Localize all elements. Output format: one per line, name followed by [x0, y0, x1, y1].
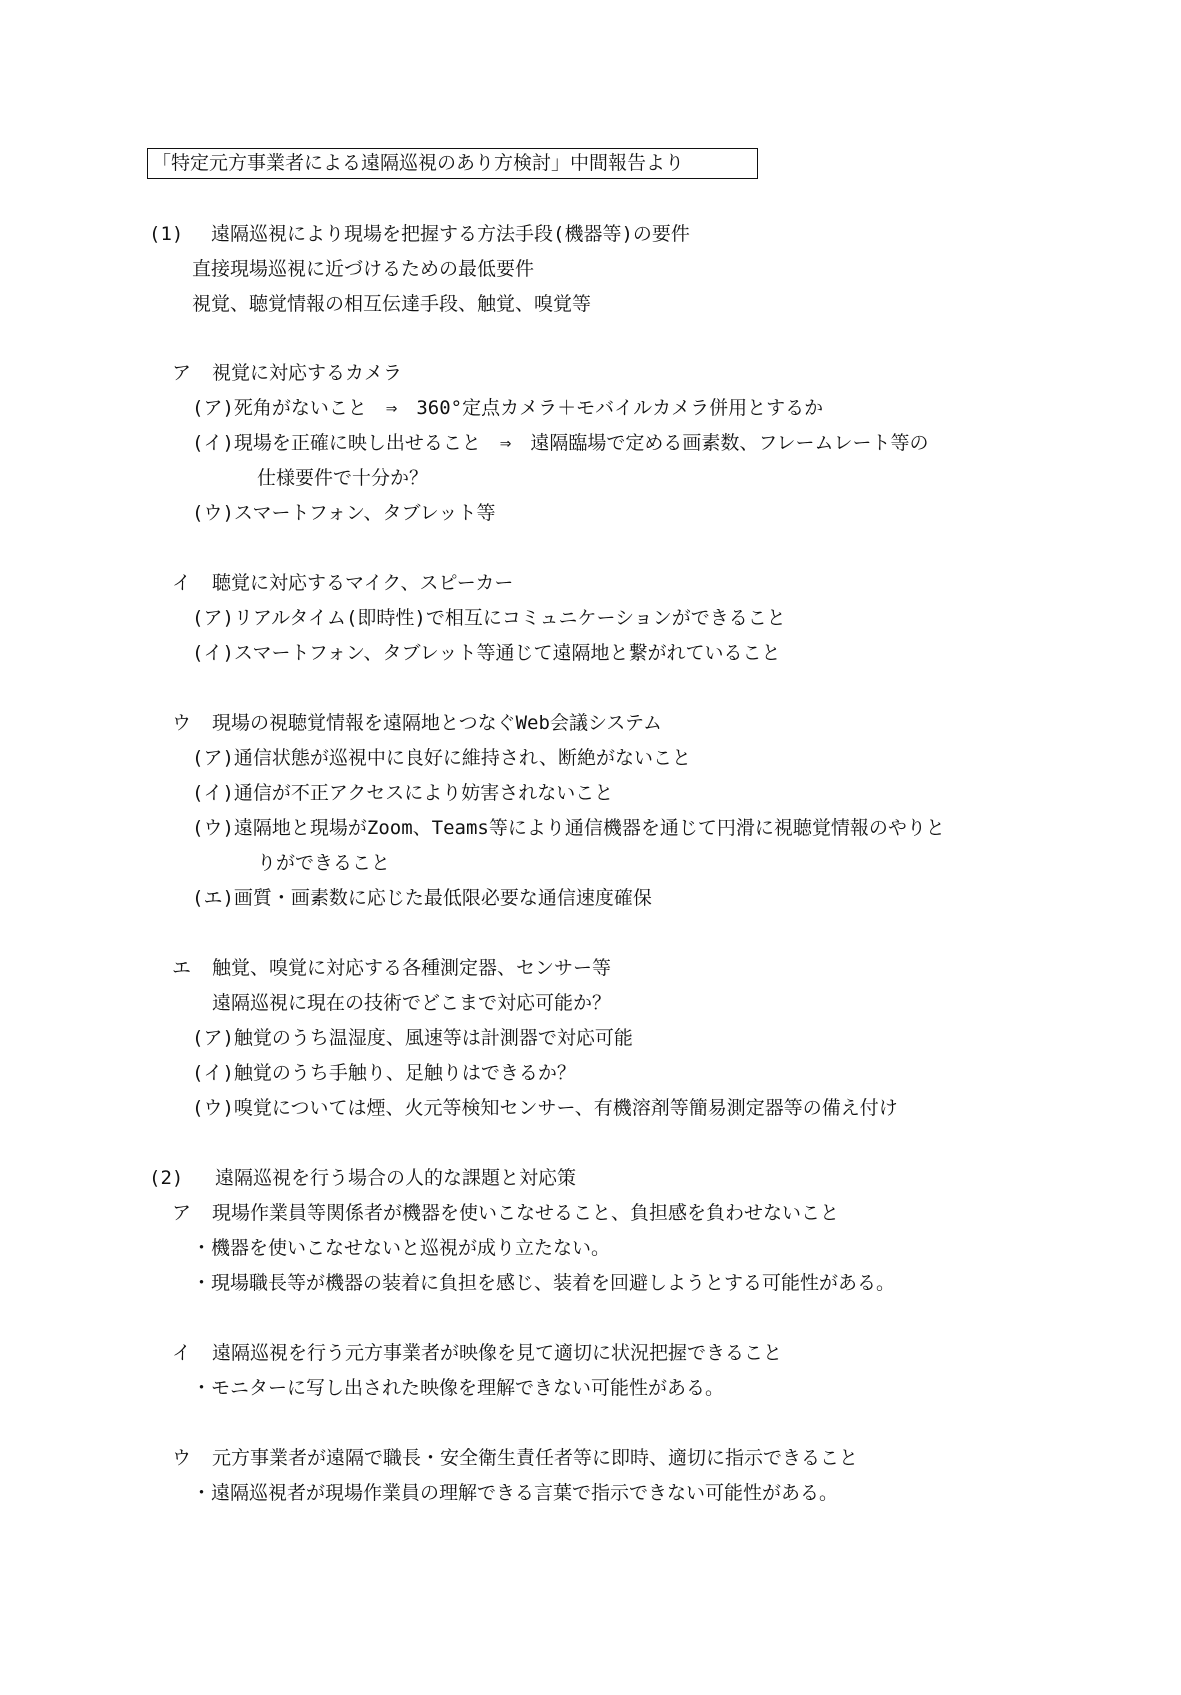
list-item: (ア)通信状態が巡視中に良好に維持され、断絶がないこと: [192, 747, 692, 769]
list-item: (イ)スマートフォン、タブレット等通じて遠隔地と繋がれていること: [192, 642, 781, 664]
subsection-heading: 現場の視聴覚情報を遠隔地とつなぐWeb会議システム: [212, 712, 663, 734]
subsection-heading-line: [172, 1201, 839, 1225]
subsection-mark: ウ: [172, 1447, 192, 1469]
subsection-heading-line: [172, 571, 513, 595]
subsection-heading: 視覚に対応するカメラ: [212, 362, 403, 384]
subsection-mark: ウ: [172, 712, 192, 734]
subsection-heading-line: [172, 711, 662, 735]
subsection-heading: 元方事業者が遠隔で職長・安全衛生責任者等に即時、適切に指示できること: [212, 1447, 859, 1469]
subsection-mark: イ: [172, 1342, 192, 1364]
list-item: (イ)通信が不正アクセスにより妨害されないこと: [192, 782, 614, 804]
list-item: (イ)現場を正確に映し出せること ⇒ 遠隔臨場で定める画素数、フレームレート等の: [192, 432, 929, 454]
subsection-heading: 遠隔巡視を行う元方事業者が映像を見て適切に状況把握できること: [212, 1342, 783, 1364]
list-item: (エ)画質・画素数に応じた最低限必要な通信速度確保: [192, 887, 652, 909]
list-item: (イ)触覚のうち手触り、足触りはできるか？: [192, 1062, 576, 1084]
subsection-heading-line: [172, 1341, 782, 1365]
list-item: (ア)触覚のうち温湿度、風速等は計測器で対応可能: [192, 1027, 633, 1049]
subsection-heading-line: [172, 361, 402, 385]
list-item-continuation: りができること: [257, 852, 391, 874]
section1-heading: 遠隔巡視により現場を把握する方法手段(機器等)の要件: [211, 223, 690, 245]
subsection-heading: 現場作業員等関係者が機器を使いこなせること、負担感を負わせないこと: [212, 1202, 840, 1224]
list-item: (ア)死角がないこと ⇒ 360°定点カメラ＋モバイルカメラ併用とするか: [192, 397, 824, 419]
list-item-continuation: 仕様要件で十分か？: [257, 467, 429, 489]
subsection-mark: エ: [172, 957, 192, 979]
subsection-mark: ア: [172, 1202, 192, 1224]
subsection-mark: ア: [172, 362, 192, 384]
subsection-note: 遠隔巡視に現在の技術でどこまで対応可能か？: [212, 992, 612, 1014]
section1-intro-line: 視覚、聴覚情報の相互伝達手段、触覚、嗅覚等: [192, 293, 592, 315]
report-title: 「特定元方事業者による遠隔巡視のあり方検討」中間報告より: [147, 148, 758, 179]
subsection-heading: 触覚、嗅覚に対応する各種測定器、センサー等: [212, 957, 612, 979]
section1-number: (1): [149, 223, 184, 245]
section1-heading-line: [149, 222, 690, 246]
list-item: (ア)リアルタイム(即時性)で相互にコミュニケーションができること: [192, 607, 786, 629]
section1-intro-line: 直接現場巡視に近づけるための最低要件: [192, 258, 535, 280]
subsection-heading: 聴覚に対応するマイク、スピーカー: [212, 572, 514, 594]
bullet-item: ・遠隔巡視者が現場作業員の理解できる言葉で指示できない可能性がある。: [192, 1482, 839, 1504]
list-item: (ウ)遠隔地と現場がZoom、Teams等により通信機器を通じて円滑に視聴覚情報のやりと: [192, 817, 945, 839]
subsection-heading-line: [172, 956, 611, 980]
bullet-item: ・モニターに写し出された映像を理解できない可能性がある。: [192, 1377, 725, 1399]
section2-number: (2): [149, 1167, 184, 1189]
list-item: (ウ)スマートフォン、タブレット等: [192, 502, 496, 524]
section2-heading: 遠隔巡視を行う場合の人的な課題と対応策: [215, 1167, 577, 1189]
subsection-heading-line: [172, 1446, 858, 1470]
list-item: (ウ)嗅覚については煙、火元等検知センサー、有機溶剤等簡易測定器等の備え付け: [192, 1097, 898, 1119]
bullet-item: ・機器を使いこなせないと巡視が成り立たない。: [192, 1237, 611, 1259]
subsection-mark: イ: [172, 572, 192, 594]
bullet-item: ・現場職長等が機器の装着に負担を感じ、装着を回避しようとする可能性がある。: [192, 1272, 896, 1294]
section2-heading-line: [149, 1166, 576, 1190]
